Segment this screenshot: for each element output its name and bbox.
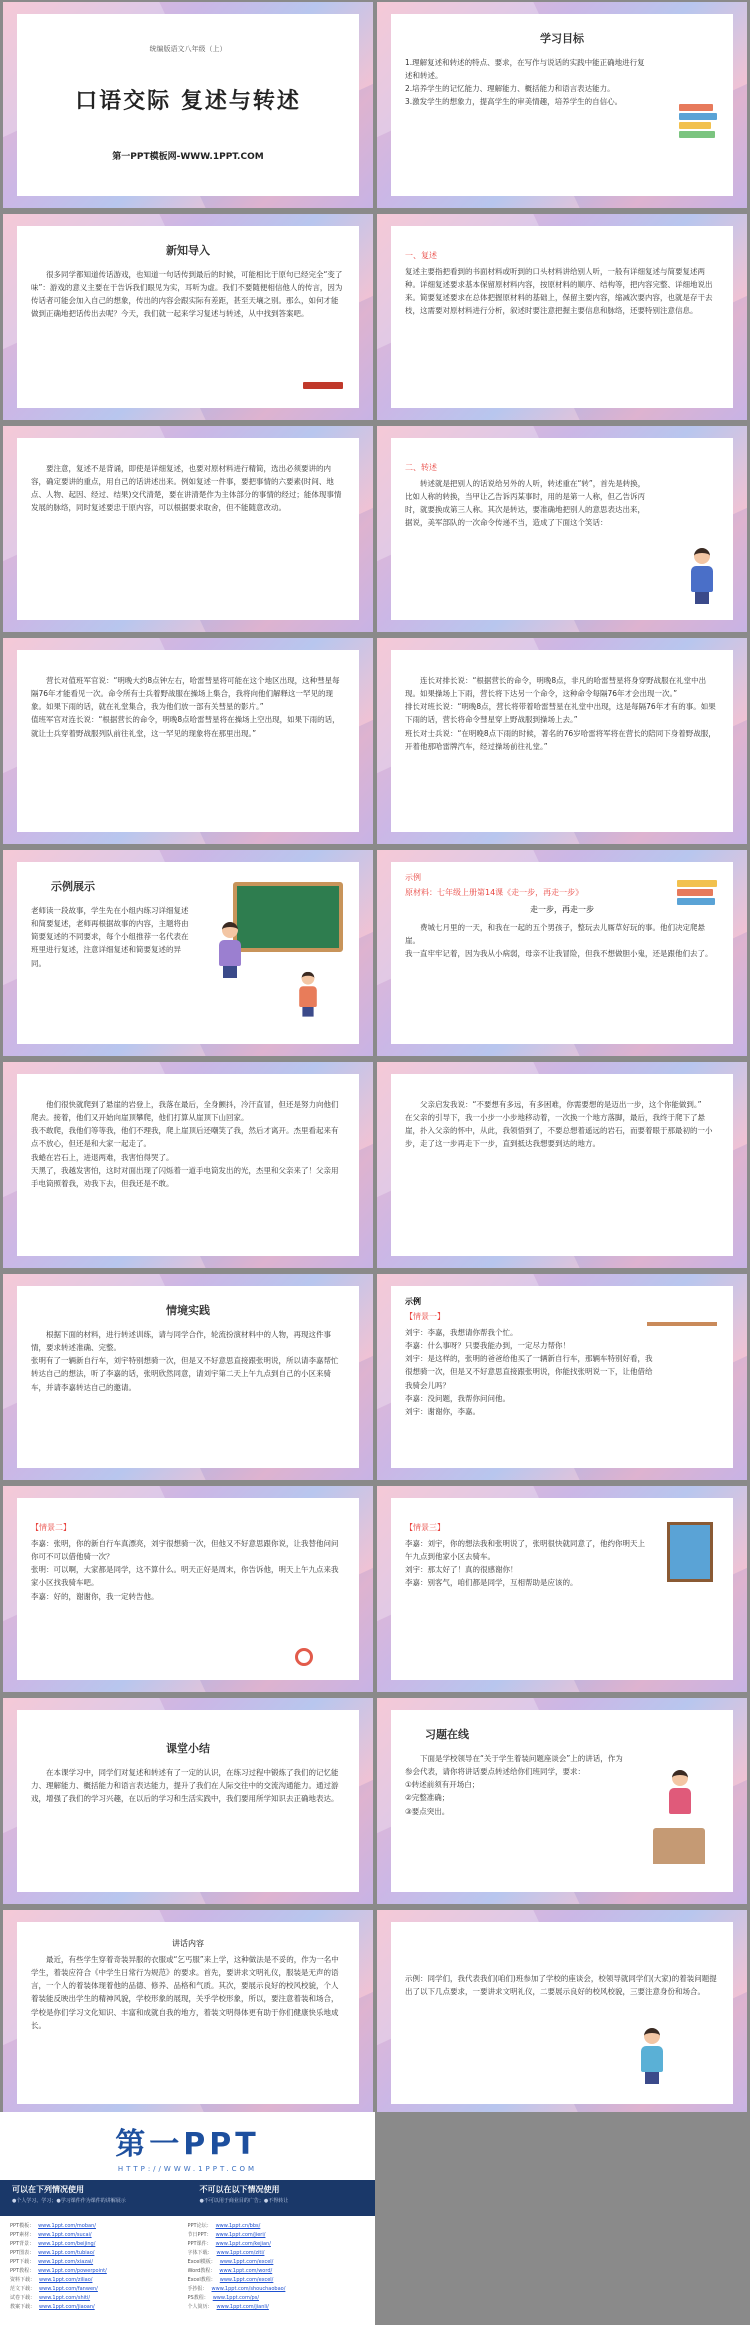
forbidden-title: 不可以在以下情况使用 [199,2185,280,2194]
link-label: Excel模板： [187,2259,216,2265]
classroom-board-icon [233,882,343,952]
link-url[interactable]: www.1ppt.com/excel/ [219,2259,274,2265]
link-url[interactable]: www.1ppt.com/jieri/ [215,2232,266,2238]
student-figure-icon [691,548,713,606]
story-2-text: 连长对排长说：“根据营长的命令，明晚8点，非凡的哈雷彗星将身穿野战服在礼堂中出现。如果操场上下雨，营长将下达另一个命令，这种命令每隔76年才会出现一次。” 排长对班长说：“明晚8点，营长将带着哈雷彗星在礼堂中出现，这是每隔76年才有的事。如果下雨的话，营长将命令彗星穿上野战服到操场上去。” 班长对士兵说：“在明晚8点下雨的时候，著名的76岁哈雷将军将在营长的陪同下身着野战服，开着他那哈雷牌汽车，经过操场前往礼堂。” [405,676,716,751]
link-item [188,2222,366,2231]
slide-story-4 [377,1062,747,1268]
link-label: Excel教程： [187,2277,216,2283]
story-1-text: 营长对值班军官说：“明晚大约8点钟左右，哈雷彗星将可能在这个地区出现，这种彗星每隔76年才能看见一次。命令所有士兵着野战服在操场上集合，我将向他们解释这一罕见的现象。如果下雨的话，就在礼堂集合，我为他们放一部有关彗星的影片。” 值班军官对连长说：“根据营长的命令，明晚8点哈雷彗星将在操场上空出现，如果下雨的话，就让士兵穿着野战服列队前往礼堂，这一罕见的现象将在那里出现。” [31,676,340,738]
bookshelf-icon [647,1322,717,1326]
site-name: 第一PPT模板网-WWW.1PPT.COM [112,152,264,162]
speech-text: 最近，有些学生穿着奇装异服的衣服或“乞丐服”来上学，这种做法是不妥的，作为一名中学生，着装应符合《中学生日常行为规范》的要求。首先，要讲求文明礼仪，服装是无声的语言，一个人的着装体现着他的品德、修养、品格和气质。其次，要展示良好的校风校貌，个人着装能反映出学生的精神风貌，学校形象的展现，关乎学校形象，所以，要注意着装和场合，学校是你们学习文化知识、丰富和成就自我的地方，着装文明得体更有助于你们健康快乐地成长。 [31,1955,339,2030]
link-item [10,2285,188,2294]
link-url[interactable]: www.1ppt.com/word/ [219,2268,273,2274]
goal-item: 1.理解复述和转述的特点、要求，在写作与说话的实践中能正确地进行复述和转述。 [405,58,645,81]
link-label: PPT背景： [10,2241,35,2247]
goal-item: 3.激发学生的想象力，提高学生的审美情趣，培养学生的自信心。 [405,97,623,107]
link-label: PPT图表： [10,2250,35,2256]
practice-heading: 情境实践 [166,1304,210,1317]
link-item [188,2240,366,2249]
link-label: 手抄报： [187,2286,208,2292]
link-list-right [188,2222,366,2312]
link-url[interactable]: www.1ppt.com/tubiao/ [38,2250,95,2256]
retell-text: 复述主要指把看到的书面材料或听到的口头材料讲给别人听，一般有详细复述与简要复述两种。详细复述要求基本保留原材料内容，按原材料的顺序、结构等，把内容完整、详细地说出来。简要复述要求在总体把握原材料的基础上，保留主要内容，缩减次要内容，也就是存干去枝，这需要对原材料进行分析，叙述时要注意把握主要信息和脉络，还要特别注意信息。 [405,267,713,316]
scene-1-text: 刘宇：李嘉，我想请你帮我个忙。 李嘉：什么事呀？只要我能办到，一定尽力帮你！ 刘宇：是这样的，张明的爸爸给他买了一辆新自行车，那辆车特别好看，我很想骑一次，但是又不好意思直接跟张明说，你能找张明说一下，让他借给我骑会儿吗？ 李嘉：没问题，我帮你问问他。 刘宇：谢谢你，李嘉。 [405,1328,653,1416]
example-text: 费城七月里的一天，和我在一起的五个男孩子，整玩去儿厮草好玩的事。他们决定爬悬崖。 我一直牢牢记着，因为我从小病弱，母亲不让我冒险，但我不想做胆小鬼，还是跟他们去了。 [405,923,713,959]
link-item [188,2231,366,2240]
slide-story-1 [3,638,373,844]
slide-example-text [377,850,747,1056]
link-url[interactable]: www.1ppt.com/ziti/ [216,2250,265,2256]
podium-icon [653,1828,705,1864]
link-item [188,2276,366,2285]
slide-retell [377,214,747,420]
retell-label: 一、复述 [405,251,437,260]
summary-heading: 课堂小结 [166,1742,210,1755]
teacher-figure-icon [219,922,241,980]
slide-speech [3,1910,373,2116]
link-label: PPT模板： [10,2223,35,2229]
link-item [10,2276,188,2285]
link-url[interactable]: www.1ppt.com/shouchaobao/ [211,2286,286,2292]
link-label: Word教程： [187,2268,216,2274]
link-item [10,2303,188,2312]
slide-scene-2 [3,1486,373,1692]
example-label: 示例 [405,873,421,882]
link-url[interactable]: www.1ppt.com/kejian/ [215,2241,271,2247]
link-url[interactable]: www.1ppt.com/xiazai/ [38,2259,94,2265]
slide-intro [3,214,373,420]
slide-story-2 [377,638,747,844]
speaker-figure-icon [669,1770,691,1828]
link-item [10,2258,188,2267]
example-source: 原材料：七年级上册第14课《走一步，再走一步》 [405,888,584,897]
logo-text: 第一PPT [115,2127,260,2162]
easel-icon [667,1522,713,1582]
link-url[interactable]: www.1ppt.com/sucai/ [38,2232,92,2238]
demo-text: 老师读一段故事，学生先在小组内练习详细复述和简要复述，老师再根据故事的内容，主题将由简要复述的不同要求，每个小组推荐一名代表在班里进行复述，注意详细复述和简要复述的异同。 [31,906,189,968]
forbidden-usage [188,2180,376,2216]
link-url[interactable]: www.1ppt.com/fanwen/ [39,2286,98,2292]
exercise-heading: 习题在线 [425,1728,469,1741]
link-url[interactable]: www.1ppt.com/shiti/ [39,2295,91,2301]
link-url[interactable]: www.1ppt.com/ps/ [212,2295,260,2301]
example-title: 走一步，再走一步 [530,905,594,914]
link-item [188,2294,366,2303]
link-item [188,2258,366,2267]
slide-summary [3,1698,373,1904]
slide-goals [377,2,747,208]
link-label: PPT下载： [10,2259,35,2265]
ad-panel [0,2112,375,2325]
forbidden-sub: ●不可以用于商业目的广告；●不得转让 [199,2198,289,2204]
scene-3-title: 【情景三】 [405,1523,445,1532]
slide-relay [377,426,747,632]
link-label: 试卷下载： [10,2295,36,2301]
slide-scene-3 [377,1486,747,1692]
intro-text: 很多同学都知道传话游戏，也知道一句话传到最后的时候，可能相比于原句已经完全“变了味”：游戏的意义主要在于告诉我们眼见为实，耳听为虚。我们不要随便相信他人的传言，因为传话者可能会加入自己的想象，传出的内容会跟实际有差距，甚至天壤之别。那么，如何才能做到正确地把话传出去呢？今天，我们就一起来学习复述与转述，从中找到答案吧。 [31,270,343,319]
link-list-left [10,2222,188,2312]
link-item [188,2267,366,2276]
allowed-sub: ●个人学习、学习；●学习课件作为课件的讲解展示 [12,2198,126,2204]
link-label: PS教程： [187,2295,209,2301]
link-item [188,2285,366,2294]
slide-story-3 [3,1062,373,1268]
scene-1-label: 示例 [405,1297,421,1306]
link-url[interactable]: www.1ppt.com/powerpoint/ [38,2268,107,2274]
relay-text: 转述就是把别人的话说给另外的人听，转述重在“转”，首先是转换，比如人称的转换，当甲让乙告诉丙某事时，用的是第一人称，但乙告诉丙时，就要换成第三人称。其次是转达，要准确地把别人的意思表达出来，据说，美军部队的一次命令传递不当，造成了下面这个笑话： [405,479,646,528]
link-url[interactable]: www.1ppt.com/ziliao/ [39,2277,93,2283]
link-label: PPT课件： [187,2241,212,2247]
grade-subtitle: 统编版语文八年级（上） [149,45,227,53]
demo-heading: 示例展示 [51,880,95,893]
link-url[interactable]: www.1ppt.com/moban/ [38,2223,96,2229]
link-item [188,2303,366,2312]
walking-student-icon [641,2028,663,2086]
story-4-text: 父亲启发我说：“不要想有多远，有多困难，你需要想的是迈出一步，这个你能做到。” 在父亲的引导下，我一小步一小步地移动着，一次换一个地方落脚，最后，我终于爬下了悬崖，扑入父亲的怀中，从此，我领悟到了，不要总想着遥远的岩石，而要着眼于那最初的一小步，走了这一步再走下一步，直到抵达我想要到达的地方。 [405,1100,713,1149]
goal-item: 2.培养学生的记忆能力、理解能力、概括能力和语言表达能力。 [405,84,615,94]
goals-heading: 学习目标 [540,32,584,45]
logo-url: HTTP://WWW.1PPT.COM [117,2165,258,2173]
link-item [10,2240,188,2249]
link-label: 教案下载： [10,2304,36,2310]
link-item [10,2231,188,2240]
books-icon [677,880,717,916]
relay-label: 二、转述 [405,463,437,472]
story-3-text: 他们很快就爬到了悬崖的岩登上，我落在最后，全身颤抖，冷汗直冒，但还是努力向他们爬去。接着，他们又开始向崖顶攀爬，他们打算从崖顶下山回家。 我不敢爬，我他们等等我，他们不理我，爬上崖顶后还嘲笑了我，然后才离开。杰里看起来有点不放心，但还是和大家一起走了。 我蜷在岩石上，进退两难，我害怕得哭了。 天黑了，我越发害怕，这时对面出现了闪烁着一道手电筒发出的光，杰里和父亲来了！父亲用手电筒照着我，劝我下去，但我还是不敢。 [31,1100,339,1188]
slide-exercise [377,1698,747,1904]
link-label: 字体下载： [187,2250,213,2256]
link-item [10,2294,188,2303]
scene-2-title: 【情景二】 [31,1523,71,1532]
link-url[interactable]: www.1ppt.cn/bbs/ [215,2223,261,2229]
link-item [10,2267,188,2276]
slide-retell-note [3,426,373,632]
retell-note-text: 要注意，复述不是背诵，即使是详细复述，也要对原材料进行精简，选出必须要讲的内容，确定要讲的重点，用自己的话讲述出来。例如复述一件事，要把事情的六要素(时间、地点、人物、起因、经过、结果)交代清楚，要在讲清楚作为主体部分的事情的经过；能体现事情发展的脉络，同时复述要忠于原内容，可以根据要求取舍，但不能随意改动。 [31,464,342,513]
link-url[interactable]: www.1ppt.com/beijing/ [38,2241,96,2247]
allowed-title: 可以在下列情况使用 [12,2185,84,2194]
brand-logo [0,2112,375,2180]
slide-title [3,2,373,208]
summary-text: 在本课学习中，同学们对复述和转述有了一定的认识，在练习过程中锻炼了我们的记忆能力、理解能力、概括能力和语言表达能力，提升了我们在人际交往中的交流沟通能力。通过游戏，增强了我们的学习兴趣，在以后的学习和生活实践中，我们要用所学知识去正确地表达。 [31,1768,339,1804]
link-label: 资料下载： [10,2277,36,2283]
link-label: 个人简历： [187,2304,213,2310]
slide-demo [3,850,373,1056]
scene-3-text: 李嘉：刘宇，你的想法我和张明说了，张明很快就同意了，他约你明天上午九点到他家小区去骑车。 刘宇：那太好了！真的很感谢你！ 李嘉：别客气，咱们都是同学，互相帮助是应该的。 [405,1539,645,1588]
lesson-title: 口语交际 复述与转述 [75,89,301,114]
scene-1-title: 【情景一】 [405,1312,445,1321]
slide-practice [3,1274,373,1480]
allowed-usage [0,2180,188,2216]
link-url[interactable]: www.1ppt.com/excel/ [219,2277,274,2283]
usage-band [0,2180,375,2216]
slide-scene-1 [377,1274,747,1480]
link-item [10,2249,188,2258]
sample-answer-text: 示例：同学们，我代表我们(咱们)班参加了学校的座谈会，校领导就同学们(大家)的着装问题提出了以下几点要求，一要讲求文明礼仪，二要展示良好的校风校貌，三要注意身份和场合。 [405,1974,717,1997]
link-url[interactable]: www.1ppt.com/jiaoan/ [39,2304,95,2310]
empty-area [375,2112,750,2325]
scene-2-text: 李嘉：张明，你的新自行车真漂亮，刘宇很想骑一次，但他又不好意思跟你说，让我替他问问你可不可以借他骑一次？ 张明：可以啊，大家都是同学，这不算什么。明天正好是周末，你告诉他，明天上午九点来我家小区找我骑车吧。 李嘉：好的，谢谢你，我一定转告他。 [31,1539,339,1601]
link-item [10,2222,188,2231]
book-stack-icon [303,382,343,396]
link-columns [0,2216,375,2318]
link-item [188,2249,366,2258]
link-label: 范文下载： [10,2286,36,2292]
link-label: PPT教程： [10,2268,35,2274]
link-label: 节日PPT： [187,2232,212,2238]
alarm-clock-icon [295,1648,313,1666]
link-url[interactable]: www.1ppt.com/jianli/ [216,2304,269,2310]
speech-heading: 讲话内容 [172,1939,204,1948]
link-label: PPT素材： [10,2232,35,2238]
books-icon [679,104,719,140]
link-label: PPT论坛： [187,2223,212,2229]
pupil-figure-icon [299,972,317,1018]
slide-sample-answer [377,1910,747,2116]
practice-text: 根据下面的材料，进行转述训练，请与同学合作，轮流扮演材料中的人物，再现这件事情，要求转述准确、完整。 张明有了一辆新自行车，刘宇特别想骑一次，但是又不好意思直接跟张明说，所以请李嘉帮忙转达自己的想法，听了李嘉的话，张明欣然同意，请刘宇第二天上午九点到自己的小区来骑车，并请李嘉转达自己的邀请。 [31,1330,339,1392]
exercise-text: 下面是学校领导在“关于学生着装问题座谈会”上的讲话，作为参会代表，请你将讲话要点转述给你们班同学，要求： ①转述前须有开场白； ②完整准确； ③要点突出。 [405,1754,623,1816]
intro-heading: 新知导入 [166,244,210,257]
